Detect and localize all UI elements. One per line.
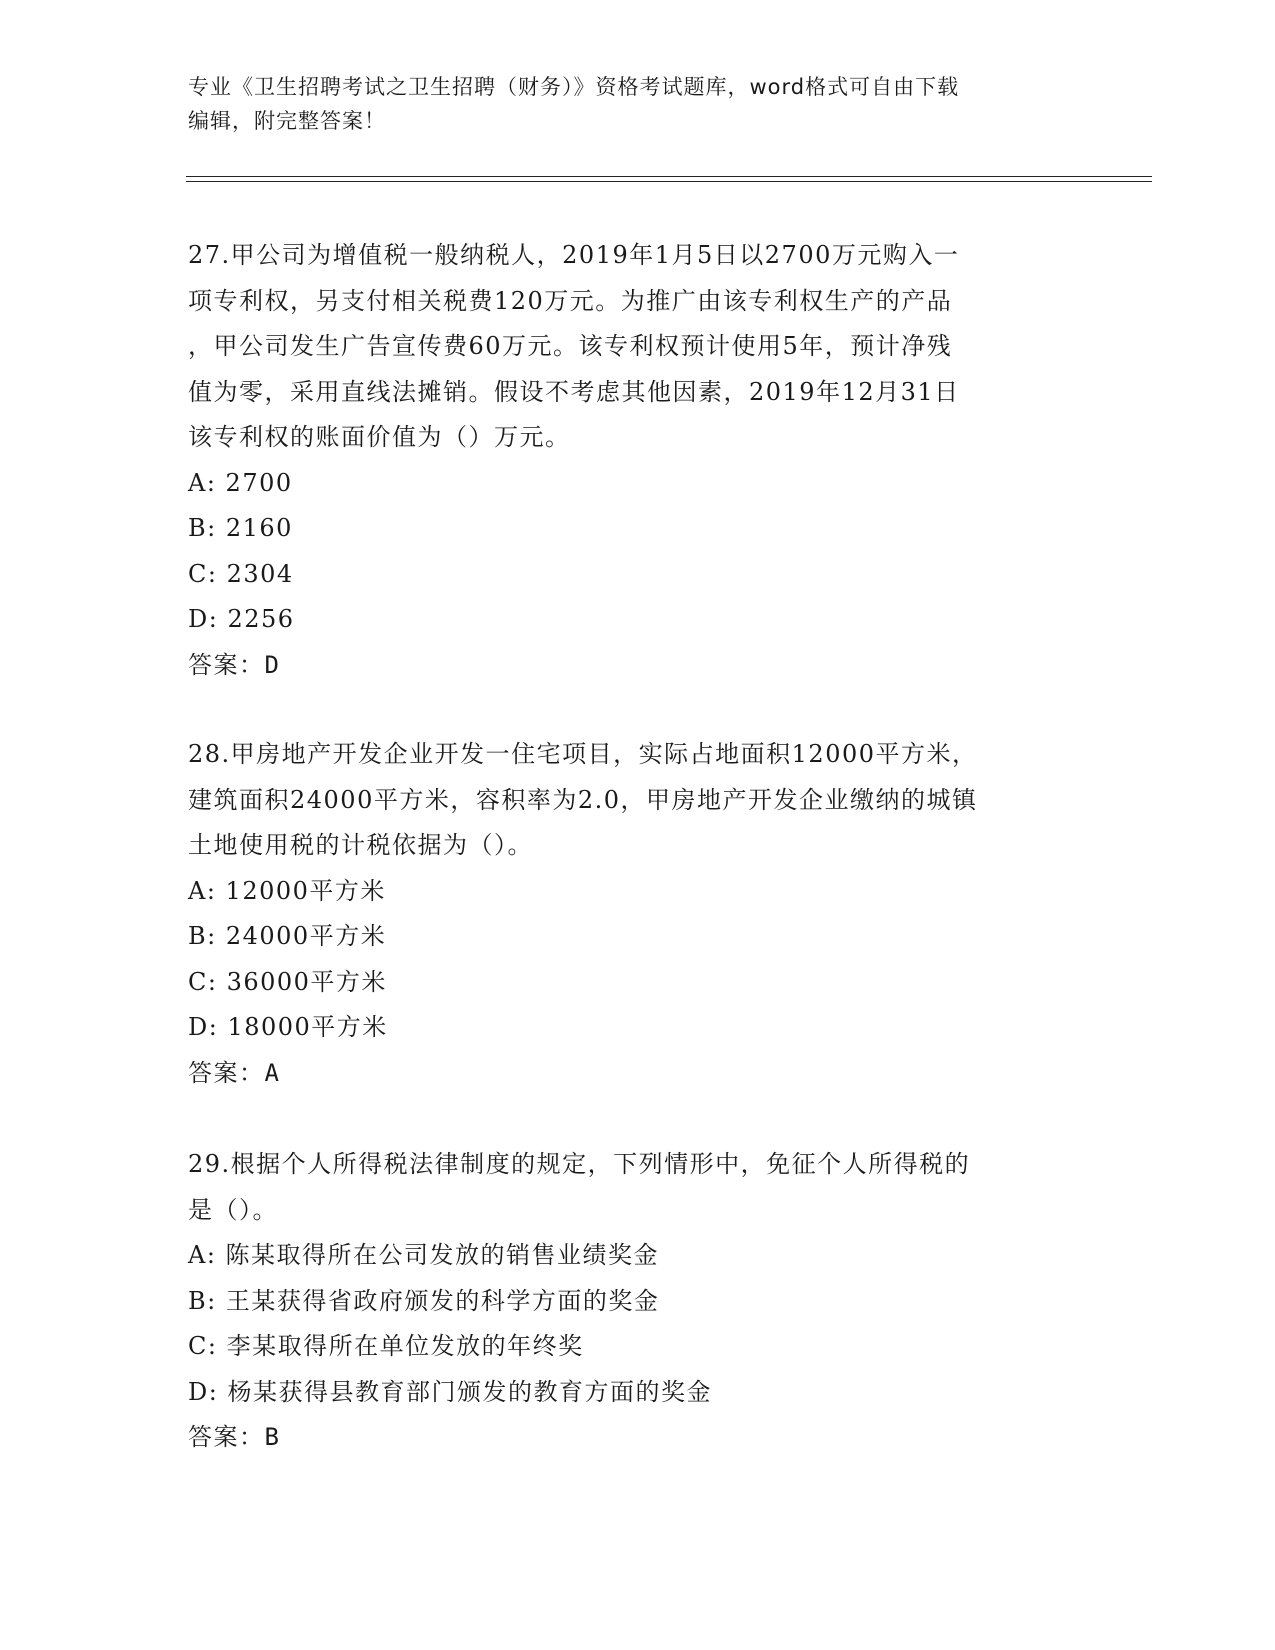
question-29 [188, 1142, 1088, 1461]
stem-line: 土地使用税的计税依据为（）。 [188, 831, 533, 859]
option-c: C: 2304 [188, 559, 294, 588]
header-divider-top [186, 176, 1152, 177]
answer [188, 1415, 1088, 1461]
answer-value: D [264, 650, 281, 679]
option-a: A: 12000平方米 [188, 876, 386, 905]
option-c: C: 36000平方米 [188, 967, 387, 996]
option-c: C: 李某取得所在单位发放的年终奖 [188, 1332, 584, 1360]
stem-line: 项专利权，另支付相关税费120万元。为推广由该专利权生产的产品 [188, 286, 953, 315]
question-stem [188, 732, 1088, 869]
option-a: A: 陈某取得所在公司发放的销售业绩奖金 [188, 1241, 660, 1269]
question-stem [188, 1142, 1088, 1233]
stem-line: 该专利权的账面价值为（）万元。 [188, 423, 571, 451]
option-d: D: 杨某获得县教育部门颁发的教育方面的奖金 [188, 1377, 712, 1406]
answer [188, 643, 1088, 689]
stem-line: 27.甲公司为增值税一般纳税人，2019年1月5日以2700万元购入一 [188, 241, 960, 269]
header-line-1: 专业《卫生招聘考试之卫生招聘（财务）》资格考试题库，word格式可自由下载 [188, 75, 960, 99]
option-b: B: 王某获得省政府颁发的科学方面的奖金 [188, 1286, 660, 1315]
answer [188, 1051, 1088, 1097]
stem-line: 值为零，采用直线法摊销。假设不考虑其他因素，2019年12月31日 [188, 377, 960, 406]
stem-line: 是（）。 [188, 1195, 278, 1224]
header-divider-bottom [186, 181, 1152, 182]
stem-line: 29.根据个人所得税法律制度的规定，下列情形中，免征个人所得税的 [188, 1150, 971, 1178]
stem-line: ，甲公司发生广告宣传费60万元。该专利权预计使用5年，预计净残 [188, 332, 953, 360]
option-b: B: 24000平方米 [188, 922, 387, 950]
answer-label: 答案： [188, 1058, 265, 1087]
answer-label: 答案： [188, 1423, 265, 1451]
answer-value: A [264, 1058, 281, 1087]
option-d: D: 18000平方米 [188, 1013, 388, 1041]
stem-line: 28.甲房地产开发企业开发一住宅项目，实际占地面积12000平方米， [188, 740, 978, 768]
stem-line: 建筑面积24000平方米，容积率为2.0，甲房地产开发企业缴纳的城镇 [188, 785, 978, 814]
document-header [188, 70, 1088, 138]
question-28 [188, 732, 1088, 1096]
answer-value: B [264, 1423, 281, 1451]
answer-label: 答案： [188, 650, 265, 679]
header-line-2: 编辑，附完整答案！ [188, 109, 386, 133]
question-27 [188, 233, 1088, 688]
option-b: B: 2160 [188, 514, 293, 542]
option-d: D: 2256 [188, 605, 295, 633]
option-a: A: 2700 [188, 468, 293, 497]
question-stem [188, 233, 1088, 461]
